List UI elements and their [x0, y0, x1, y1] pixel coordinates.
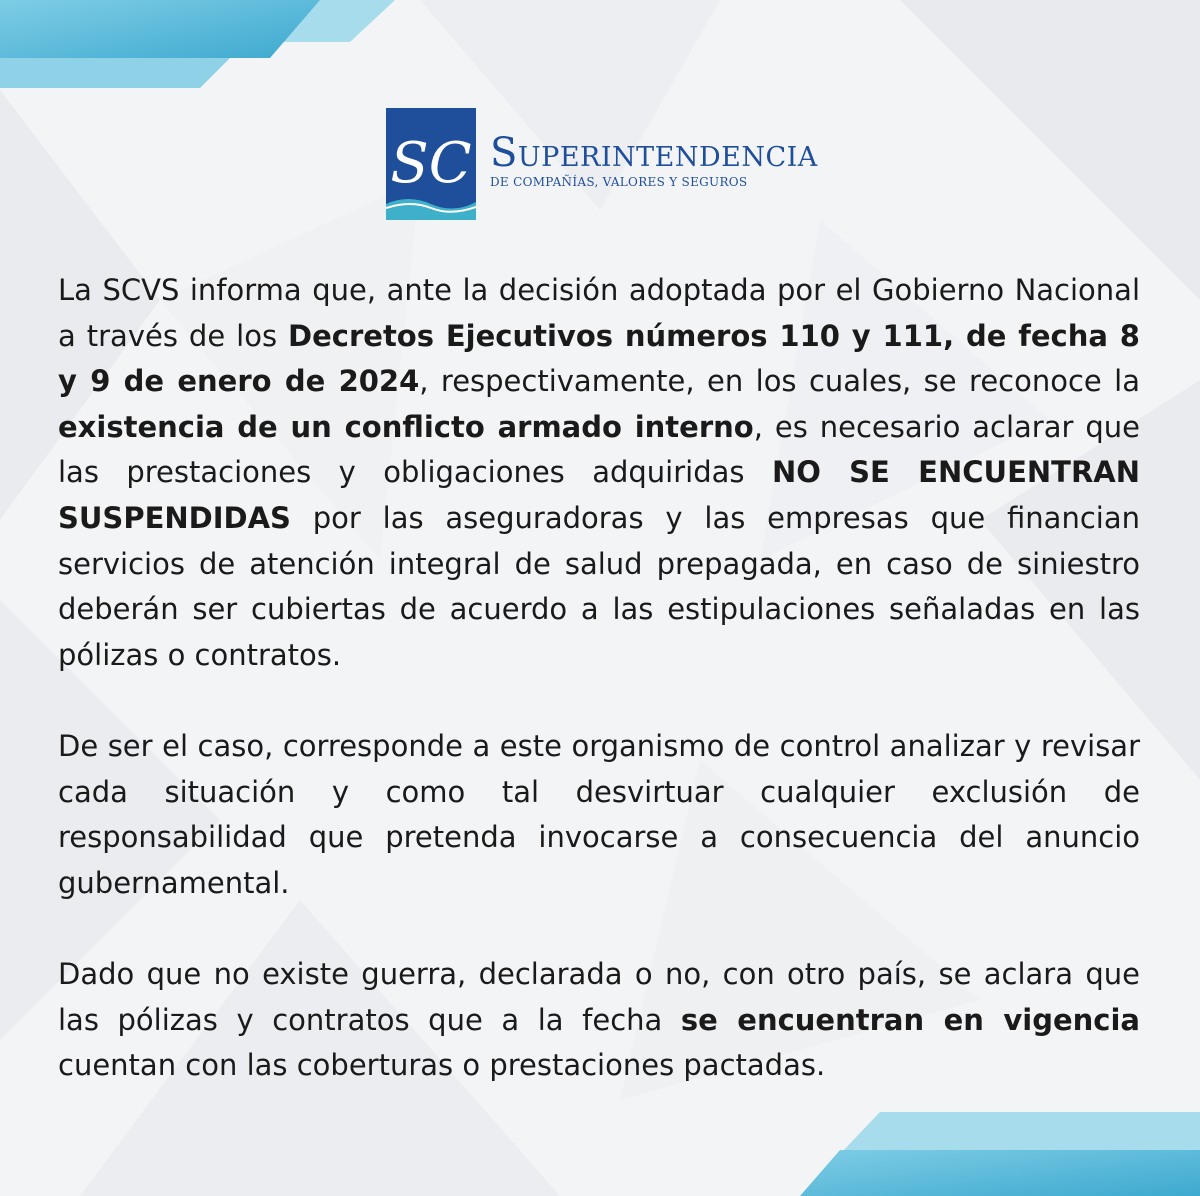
logo-emblem: [386, 108, 476, 220]
paragraph-segment: cuentan con las coberturas o prestaciones pactadas.: [58, 1048, 826, 1083]
logo-text: [490, 130, 818, 189]
paragraph-1: [58, 268, 1140, 678]
paragraph-segment: , respectivamente, en los cuales, se reconoce la: [419, 364, 1140, 399]
logo-subtitle: DE COMPAÑÍAS, VALORES Y SEGUROS: [490, 175, 748, 189]
paragraph-segment: , es necesario aclarar que las prestaciones y obligaciones adquiridas: [58, 409, 1140, 490]
paragraph-segment-bold: existencia de un conflicto armado interno: [58, 409, 754, 444]
paragraph-segment-bold: Decretos Ejecutivos números 110 y 111, de fecha 8 y 9 de enero de 2024: [58, 318, 1140, 399]
statement-body: [58, 268, 1140, 1089]
logo-title-initial: S: [490, 130, 518, 176]
logo-letters: SC: [390, 131, 472, 196]
paragraph-segment: por las aseguradoras y las empresas que financian servicios de atención integral de salud prepagada, en caso de siniestro deberán ser cubiertas de acuerdo a las estipulaciones señaladas en las pólizas o contratos.: [58, 500, 1140, 672]
paragraph-segment-bold: NO SE ENCUENTRAN SUSPENDIDAS: [58, 455, 1140, 535]
logo-title-rest: UPERINTENDENCIA: [517, 142, 818, 173]
paragraph-segment: Dado que no existe guerra, declarada o no, con otro país, se aclara que las pólizas y contratos que a la fecha: [58, 956, 1140, 1037]
paragraph-segment: De ser el caso, corresponde a este organismo de control analizar y revisar cada situación y como tal desvirtuar cualquier exclusión de responsabilidad que pretenda invocarse a consecuencia del anuncio gubernamental.: [58, 728, 1140, 900]
paragraph-segment-bold: se encuentran en vigencia: [680, 1002, 1140, 1037]
logo: [386, 108, 818, 220]
paragraph-3: [58, 952, 1140, 1089]
paragraph-segment: La SCVS informa que, ante la decisión adoptada por el Gobierno Nacional a través de los: [58, 273, 1140, 353]
paragraph-2: [58, 724, 1140, 906]
logo-title: [490, 130, 818, 176]
